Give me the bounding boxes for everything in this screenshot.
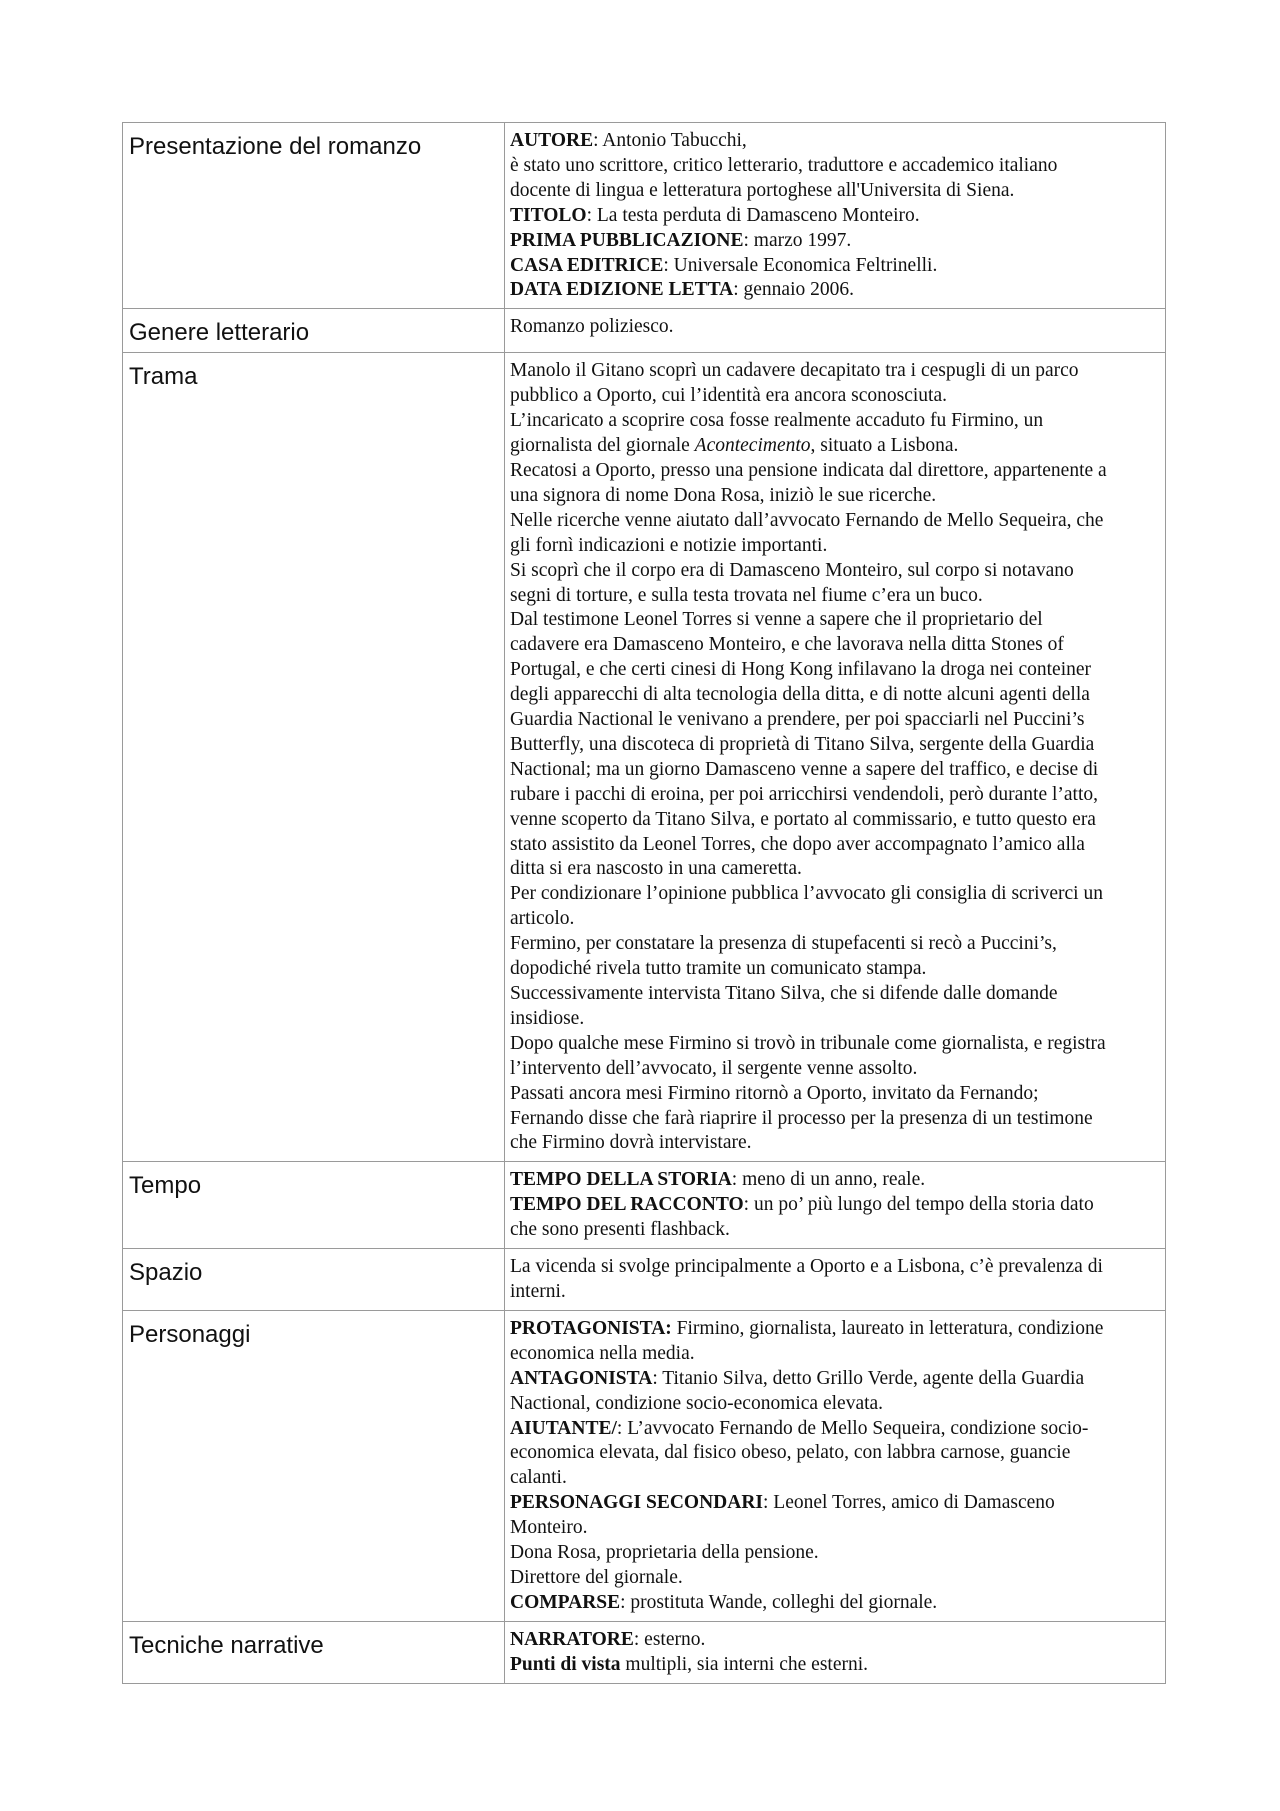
row-label-spazio: Spazio <box>123 1249 505 1311</box>
text-line <box>510 1280 1160 1305</box>
text-line <box>510 1591 1160 1616</box>
text-line <box>510 129 1160 154</box>
text-line <box>510 1342 1160 1367</box>
field-label: ANTAGONISTA <box>510 1367 653 1389</box>
text-segment: : Antonio Tabucchi, <box>593 130 747 151</box>
table-row-trama <box>123 353 1166 1162</box>
text-segment: La vicenda si svolge principalmente a Oporto e a Lisbona, c’è prevalenza di <box>510 1256 1103 1278</box>
text-line <box>510 1516 1160 1541</box>
text-line <box>510 559 1160 584</box>
text-segment: Fermino, per constatare la presenza di stupefacenti si recò a Puccini’s, <box>510 933 1057 955</box>
text-line <box>510 1392 1160 1417</box>
table-row-spazio <box>123 1249 1166 1311</box>
text-segment: Recatosi a Oporto, presso una pensione indicata dal direttore, appartenente a <box>510 459 1107 481</box>
text-segment: : L’avvocato Fernando de Mello Sequeira, condizione socio- <box>616 1417 1089 1439</box>
text-segment: pubblico a Oporto, cui l’identità era ancora sconosciuta. <box>510 385 947 407</box>
row-label-presentazione: Presentazione del romanzo <box>123 123 505 309</box>
text-segment: Manolo il Gitano scoprì un cadavere decapitato tra i cespugli di un parco <box>510 360 1079 382</box>
text-line <box>510 982 1160 1007</box>
text-segment: cadavere era Damasceno Monteiro, e che lavorava nella ditta Stones of <box>510 634 1064 656</box>
text-segment: Dal testimone Leonel Torres si venne a sapere che il proprietario del <box>510 609 1043 631</box>
text-segment: insidiose. <box>510 1007 585 1029</box>
text-segment: Nelle ricerche venne aiutato dall’avvocato Fernando de Mello Sequeira, che <box>510 509 1104 531</box>
text-line <box>510 179 1160 204</box>
text-line <box>510 459 1160 484</box>
text-line <box>510 833 1160 858</box>
text-segment: Dona Rosa, proprietaria della pensione. <box>510 1542 819 1564</box>
text-segment: Nactional, condizione socio-economica elevata. <box>510 1392 884 1414</box>
text-line <box>510 1255 1160 1280</box>
text-line <box>510 1317 1160 1342</box>
text-segment: dopodiché rivela tutto tramite un comunicato stampa. <box>510 958 927 980</box>
text-segment: , situato a Lisbona. <box>810 435 959 457</box>
book-report-table <box>122 122 1166 1684</box>
text-line <box>510 1628 1160 1653</box>
text-line <box>510 1168 1160 1193</box>
text-line <box>510 278 1160 303</box>
field-label: Punti di vista <box>510 1653 621 1675</box>
text-segment: : Leonel Torres, amico di Damasceno <box>763 1492 1055 1514</box>
text-segment: economica nella media. <box>510 1342 695 1364</box>
text-line <box>510 808 1160 833</box>
italic-text: Acontecimento <box>694 435 811 457</box>
text-segment: : La testa perduta di Damasceno Monteiro. <box>586 204 920 226</box>
text-segment: L’incaricato a scoprire cosa fosse realmente accaduto fu Firmino, un <box>510 410 1044 432</box>
field-label: AUTORE <box>510 130 594 151</box>
field-label: TITOLO <box>510 204 587 226</box>
row-content-tecniche <box>505 1621 1166 1683</box>
text-segment: Guardia Nactional le venivano a prendere, per poi spacciarli nel Puccini’s <box>510 709 1085 731</box>
text-segment: stato assistito da Leonel Torres, che dopo aver accompagnato l’amico alla <box>510 833 1085 855</box>
text-line <box>510 359 1160 384</box>
row-content-spazio <box>505 1249 1166 1311</box>
field-label: TEMPO DEL RACCONTO <box>510 1194 744 1216</box>
text-line <box>510 708 1160 733</box>
text-line <box>510 509 1160 534</box>
text-segment: : esterno. <box>633 1628 706 1650</box>
text-segment: rubare i pacchi di eroina, per poi arricchirsi vendendoli, però durante l’atto, <box>510 783 1099 805</box>
text-segment: venne scoperto da Titano Silva, e portato al commissario, e tutto questo era <box>510 808 1096 830</box>
field-label: NARRATORE <box>510 1628 634 1650</box>
text-line <box>510 658 1160 683</box>
text-segment: che Firmino dovrà intervistare. <box>510 1132 752 1154</box>
field-label: AIUTANTE/ <box>510 1417 617 1439</box>
text-segment: Portugal, e che certi cinesi di Hong Kong infilavano la droga nei conteiner <box>510 659 1092 681</box>
field-label: COMPARSE <box>510 1591 621 1613</box>
text-segment: Per condizionare l’opinione pubblica l’avvocato gli consiglia di scriverci un <box>510 883 1103 905</box>
text-segment: : marzo 1997. <box>743 229 852 251</box>
text-segment: : gennaio 2006. <box>733 279 855 301</box>
text-line <box>510 857 1160 882</box>
text-segment: Fernando disse che farà riaprire il processo per la presenza di un testimone <box>510 1107 1093 1129</box>
text-segment: Successivamente intervista Titano Silva, che si difende dalle domande <box>510 983 1058 1004</box>
row-content-tempo <box>505 1162 1166 1249</box>
text-line <box>510 957 1160 982</box>
text-segment: : Universale Economica Feltrinelli. <box>663 254 938 276</box>
text-line <box>510 1107 1160 1132</box>
row-content-presentazione <box>505 123 1166 309</box>
field-label: TEMPO DELLA STORIA <box>510 1169 732 1191</box>
text-line <box>510 1057 1160 1082</box>
text-line <box>510 1466 1160 1491</box>
text-segment: : prostituta Wande, colleghi del giornale. <box>620 1591 938 1613</box>
text-line <box>510 882 1160 907</box>
text-segment: Passati ancora mesi Firmino ritornò a Oporto, invitato da Fernando; <box>510 1082 1039 1104</box>
text-line <box>510 1367 1160 1392</box>
field-label: PERSONAGGI SECONDARI <box>510 1492 763 1514</box>
text-line <box>510 1007 1160 1032</box>
text-segment: interni. <box>510 1280 566 1302</box>
text-segment: che sono presenti flashback. <box>510 1219 730 1241</box>
text-segment: economica elevata, dal fisico obeso, pelato, con labbra carnose, guancie <box>510 1442 1071 1464</box>
text-segment: una signora di nome Dona Rosa, iniziò le sue ricerche. <box>510 484 937 506</box>
text-line <box>510 484 1160 509</box>
text-line <box>510 154 1160 179</box>
text-line <box>510 733 1160 758</box>
text-line <box>510 409 1160 434</box>
field-label: PROTAGONISTA: <box>510 1317 672 1339</box>
text-segment: Monteiro. <box>510 1517 588 1539</box>
text-segment: segni di torture, e sulla testa trovata nel fiume c’era un buco. <box>510 584 983 606</box>
text-line <box>510 783 1160 808</box>
table-body <box>123 123 1166 1684</box>
text-segment: Nactional; ma un giorno Damasceno venne a sapere del traffico, e decise di <box>510 758 1099 780</box>
text-segment: è stato uno scrittore, critico letterario, traduttore e accademico italiano <box>510 154 1058 176</box>
text-segment: multipli, sia interni che esterni. <box>620 1653 869 1675</box>
text-line <box>510 1131 1160 1156</box>
text-line <box>510 1082 1160 1107</box>
table-row-tempo <box>123 1162 1166 1249</box>
field-label: PRIMA PUBBLICAZIONE <box>510 229 744 251</box>
row-label-trama: Trama <box>123 353 505 1162</box>
text-line <box>510 932 1160 957</box>
text-line <box>510 1491 1160 1516</box>
text-line <box>510 434 1160 459</box>
text-line <box>510 584 1160 609</box>
text-segment: Si scoprì che il corpo era di Damasceno Monteiro, sul corpo si notavano <box>510 559 1074 581</box>
text-segment: : meno di un anno, reale. <box>731 1169 926 1191</box>
text-segment: : un po’ più lungo del tempo della storia dato <box>743 1194 1094 1216</box>
text-segment: Direttore del giornale. <box>510 1566 683 1588</box>
text-line <box>510 758 1160 783</box>
text-line <box>510 1417 1160 1442</box>
text-line <box>510 315 1160 340</box>
text-line <box>510 1441 1160 1466</box>
text-segment: Romanzo poliziesco. <box>510 316 674 338</box>
text-segment: calanti. <box>510 1467 567 1489</box>
text-line <box>510 384 1160 409</box>
row-label-genere: Genere letterario <box>123 309 505 353</box>
text-line <box>510 683 1160 708</box>
row-label-personaggi: Personaggi <box>123 1310 505 1621</box>
text-segment: gli fornì indicazioni e notizie importanti. <box>510 534 828 556</box>
text-line <box>510 1566 1160 1591</box>
text-line <box>510 1541 1160 1566</box>
text-line <box>510 204 1160 229</box>
row-content-trama <box>505 353 1166 1162</box>
field-label: CASA EDITRICE <box>510 254 664 276</box>
row-label-tempo: Tempo <box>123 1162 505 1249</box>
text-line <box>510 229 1160 254</box>
text-segment: giornalista del giornale <box>510 435 695 457</box>
table-row-genere <box>123 309 1166 353</box>
row-content-genere <box>505 309 1166 353</box>
text-segment: articolo. <box>510 908 575 930</box>
text-line <box>510 534 1160 559</box>
text-segment: l’intervento dell’avvocato, il sergente venne assolto. <box>510 1057 918 1079</box>
text-segment: docente di lingua e letteratura portoghese all'Universita di Siena. <box>510 179 1015 201</box>
table-row-personaggi <box>123 1310 1166 1621</box>
text-line <box>510 633 1160 658</box>
text-segment: Butterfly, una discoteca di proprietà di Titano Silva, sergente della Guardia <box>510 733 1095 755</box>
field-label: DATA EDIZIONE LETTA <box>510 279 734 301</box>
text-line <box>510 1218 1160 1243</box>
table-row-presentazione <box>123 123 1166 309</box>
row-label-tecniche: Tecniche narrative <box>123 1621 505 1683</box>
text-segment: degli apparecchi di alta tecnologia della ditta, e di notte alcuni agenti della <box>510 684 1090 706</box>
text-line <box>510 907 1160 932</box>
text-segment: Firmino, giornalista, laureato in letteratura, condizione <box>671 1317 1104 1339</box>
text-line <box>510 254 1160 279</box>
text-segment: ditta si era nascosto in una cameretta. <box>510 858 802 880</box>
text-line <box>510 1653 1160 1678</box>
text-line <box>510 1193 1160 1218</box>
text-line <box>510 608 1160 633</box>
text-segment: Dopo qualche mese Firmino si trovò in tribunale come giornalista, e registra <box>510 1032 1106 1054</box>
table-row-tecniche <box>123 1621 1166 1683</box>
row-content-personaggi <box>505 1310 1166 1621</box>
text-segment: : Titanio Silva, detto Grillo Verde, agente della Guardia <box>652 1367 1085 1389</box>
text-line <box>510 1032 1160 1057</box>
